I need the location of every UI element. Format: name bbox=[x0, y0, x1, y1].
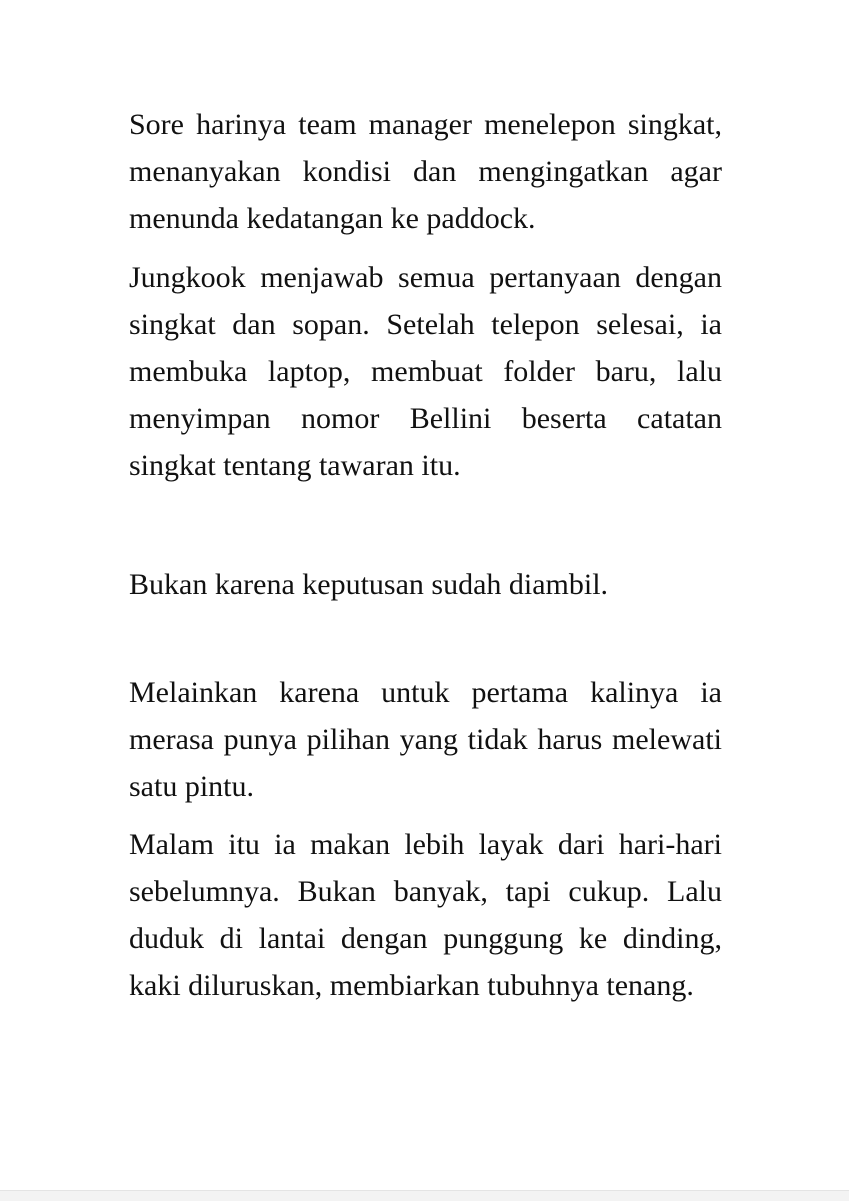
paragraph-3: Bukan karena keputusan sudah diambil. bbox=[129, 568, 609, 601]
paragraph-1: Sore harinya team manager menelepon singkat, menanyakan kondisi dan mengingatkan agar menunda kedatangan ke paddock. bbox=[129, 108, 722, 235]
page-bottom-edge bbox=[0, 1190, 849, 1201]
paragraph-4: Melainkan karena untuk pertama kalinya ia merasa punya pilihan yang tidak harus melewati satu pintu. bbox=[129, 676, 722, 803]
paragraph-5: Malam itu ia makan lebih layak dari hari-hari sebelumnya. Bukan banyak, tapi cukup. Lalu duduk di lantai dengan punggung ke dinding, kaki diluruskan, membiarkan tubuhnya tenang. bbox=[129, 828, 722, 1002]
paragraph-2: Jungkook menjawab semua pertanyaan dengan singkat dan sopan. Setelah telepon selesai, ia membuka laptop, membuat folder baru, lalu menyimpan nomor Bellini beserta catatan singkat tentang tawaran itu. bbox=[129, 261, 722, 482]
